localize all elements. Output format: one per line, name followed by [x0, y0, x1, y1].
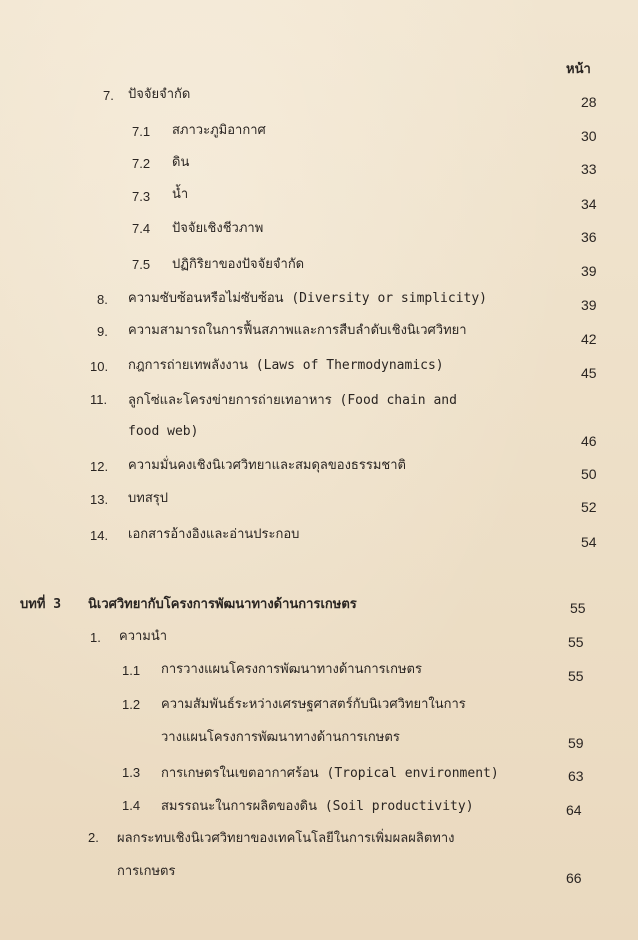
toc-page-number: 46 — [581, 433, 597, 449]
toc-page-number: 59 — [568, 735, 584, 751]
toc-number: 7. — [103, 88, 114, 103]
toc-page-number: 36 — [581, 229, 597, 245]
toc-title: ความสามารถในการฟื้นสภาพและการสืบลำดับเชิงนิเวศวิทยา — [128, 323, 467, 338]
toc-page-number: 54 — [581, 534, 597, 550]
toc-title: ความซับซ้อนหรือไม่ซับซ้อน (Diversity or simplicity) — [128, 291, 488, 306]
toc-number: 1.3 — [122, 765, 141, 780]
toc-page-number: 55 — [568, 634, 584, 650]
toc-page-number: 66 — [566, 870, 582, 886]
toc-title: การเกษตรในเขตอากาศร้อน (Tropical environment) — [161, 766, 499, 781]
toc-title: กฎการถ่ายเทพลังงาน (Laws of Thermodynamics) — [128, 358, 444, 373]
toc-page-number: 55 — [570, 600, 586, 616]
toc-number: 7.2 — [132, 156, 151, 171]
toc-title: ปัจจัยจำกัด — [128, 87, 191, 102]
toc-number: 7.1 — [132, 124, 151, 139]
toc-number: 1.1 — [122, 663, 141, 678]
toc-number: 14. — [90, 528, 109, 543]
toc-title: ปัจจัยเชิงชีวภาพ — [172, 221, 264, 236]
toc-page-number: 50 — [581, 466, 597, 482]
toc-page-number: 55 — [568, 668, 584, 684]
chapter-number: บทที่ 3 — [20, 597, 62, 612]
toc-number: 2. — [88, 830, 99, 845]
toc-title-continued: food web) — [128, 424, 199, 439]
toc-page-number: 30 — [581, 128, 597, 144]
toc-number: 1.2 — [122, 697, 141, 712]
toc-page-number: 28 — [581, 94, 597, 110]
toc-number: 13. — [90, 492, 109, 507]
toc-title: ดิน — [172, 155, 190, 170]
toc-title: การวางแผนโครงการพัฒนาทางด้านการเกษตร — [161, 662, 422, 677]
toc-page-number: 63 — [568, 768, 584, 784]
toc-number: 1.4 — [122, 798, 141, 813]
toc-number: 10. — [90, 359, 109, 374]
toc-number: 7.3 — [132, 189, 151, 204]
toc-title: ความมั่นคงเชิงนิเวศวิทยาและสมดุลของธรรมชาติ — [128, 458, 406, 473]
toc-page-number: 64 — [566, 802, 582, 818]
toc-title: ความนำ — [119, 629, 168, 644]
toc-title-continued: การเกษตร — [117, 864, 176, 879]
toc-title: เอกสารอ้างอิงและอ่านประกอบ — [128, 527, 300, 542]
toc-number: 7.5 — [132, 257, 151, 272]
toc-page-number: 34 — [581, 196, 597, 212]
toc-page-number: 45 — [581, 365, 597, 381]
toc-number: 1. — [90, 630, 101, 645]
toc-page-number: 39 — [581, 297, 597, 313]
toc-number: 7.4 — [132, 221, 151, 236]
toc-number: 9. — [97, 324, 108, 339]
toc-title: บทสรุป — [128, 491, 168, 506]
toc-page-number: 52 — [581, 499, 597, 515]
page-column-header: หน้า — [566, 62, 591, 77]
toc-page-number: 42 — [581, 331, 597, 347]
toc-number: 12. — [90, 459, 109, 474]
toc-title: ลูกโซ่และโครงข่ายการถ่ายเทอาหาร (Food chain and — [128, 393, 457, 408]
toc-title: สมรรถนะในการผลิตของดิน (Soil productivity) — [161, 799, 474, 814]
toc-title: สภาวะภูมิอากาศ — [172, 123, 266, 138]
toc-title: ปฏิกิริยาของปัจจัยจำกัด — [172, 257, 305, 272]
toc-title: น้ำ — [172, 187, 189, 202]
toc-number: 11. — [90, 392, 108, 407]
toc-number: 8. — [97, 292, 108, 307]
toc-title: ความสัมพันธ์ระหว่างเศรษฐศาสตร์กับนิเวศวิทยาในการ — [161, 697, 466, 712]
toc-page-number: 33 — [581, 161, 597, 177]
toc-title-continued: วางแผนโครงการพัฒนาทางด้านการเกษตร — [161, 730, 400, 745]
toc-page-number: 39 — [581, 263, 597, 279]
chapter-title: นิเวศวิทยากับโครงการพัฒนาทางด้านการเกษตร — [88, 597, 357, 612]
toc-title: ผลกระทบเชิงนิเวศวิทยาของเทคโนโลยีในการเพิ่มผลผลิตทาง — [117, 831, 455, 846]
